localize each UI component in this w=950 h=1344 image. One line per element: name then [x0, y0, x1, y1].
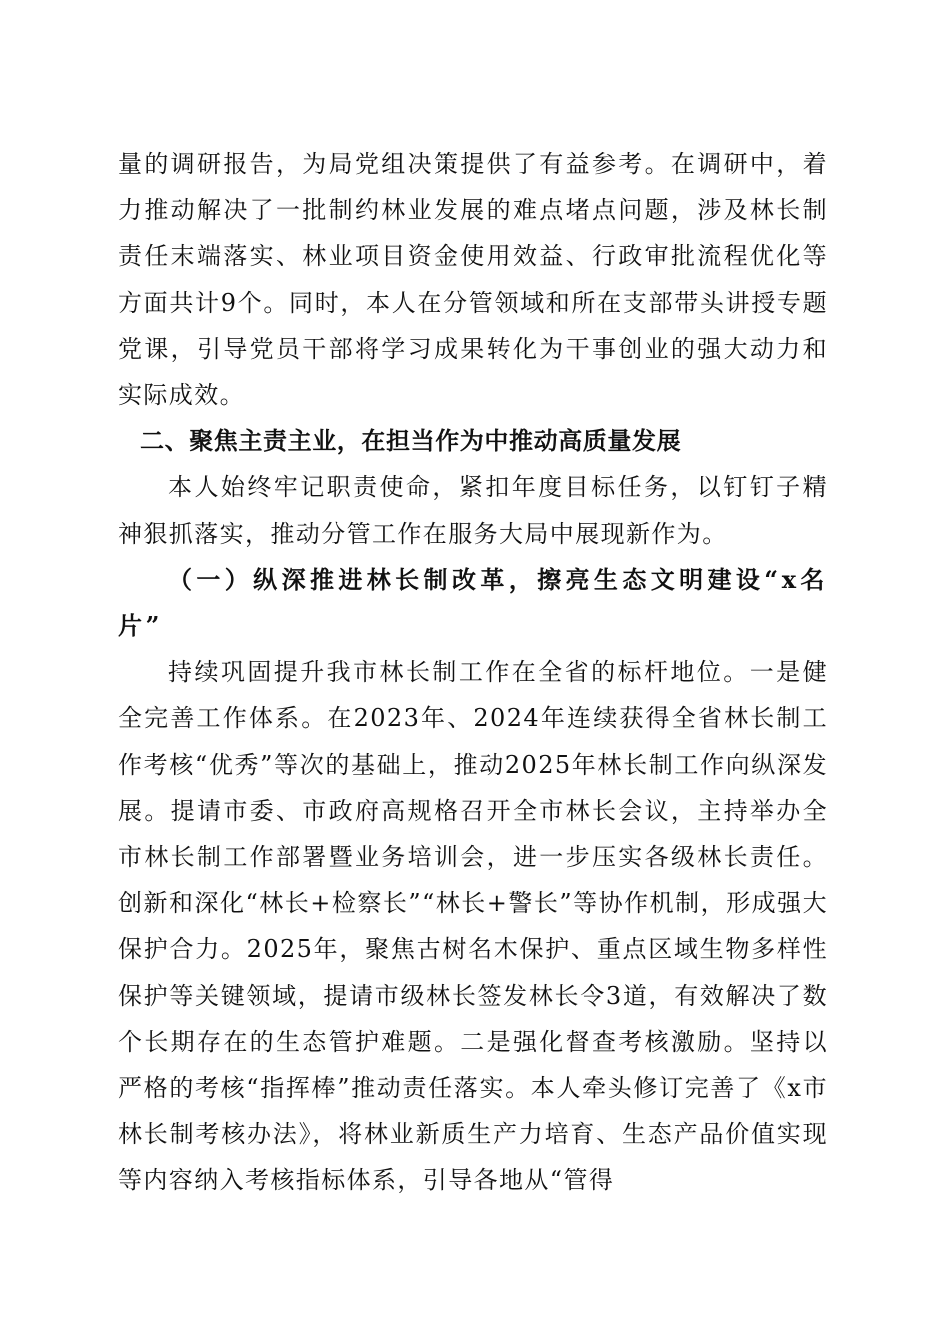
section-heading-two: 二、聚焦主责主业，在担当作为中推动高质量发展	[140, 427, 682, 456]
paragraph-research-summary: 量的调研报告，为局党组决策提供了有益参考。在调研中，着力推动解决了一批制约林业发展的难点堵点问题，涉及林长制责任末端落实、林业项目资金使用效益、行政审批流程优化等方面共计9个。同时，本人在分管领域和所在支部带头讲授专题党课，引导党员干部将学习成果转化为干事创业的强大动力和实际成效。	[118, 150, 828, 410]
subsection-heading-one: （一）纵深推进林长制改革，擦亮生态文明建设“x名片”	[118, 564, 828, 641]
document-body	[118, 141, 828, 1204]
paragraph-forest-chief-system: 持续巩固提升我市林长制工作在全省的标杆地位。一是健全完善工作体系。在2023年、2024年连续获得全省林长制工作考核“优秀”等次的基础上，推动2025年林长制工作向纵深发展。提请市委、市政府高规格召开全市林长会议，主持举办全市林长制工作部署暨业务培训会，进一步压实各级林长责任。创新和深化“林长+检察长”“林长+警长”等协作机制，形成强大保护合力。2025年，聚焦古树名木保护、重点区域生物多样性保护等关键领域，提请市级林长签发林长令3道，有效解决了数个长期存在的生态管护难题。二是强化督查考核激励。坚持以严格的考核“指挥棒”推动责任落实。本人牵头修订完善了《x市林长制考核办法》，将林业新质生产力培育、生态产品价值实现等内容纳入考核指标体系，引导各地从“管得	[118, 658, 828, 1195]
paragraph-section-intro: 本人始终牢记职责使命，紧扣年度目标任务，以钉钉子精神狠抓落实，推动分管工作在服务大局中展现新作为。	[118, 473, 828, 548]
